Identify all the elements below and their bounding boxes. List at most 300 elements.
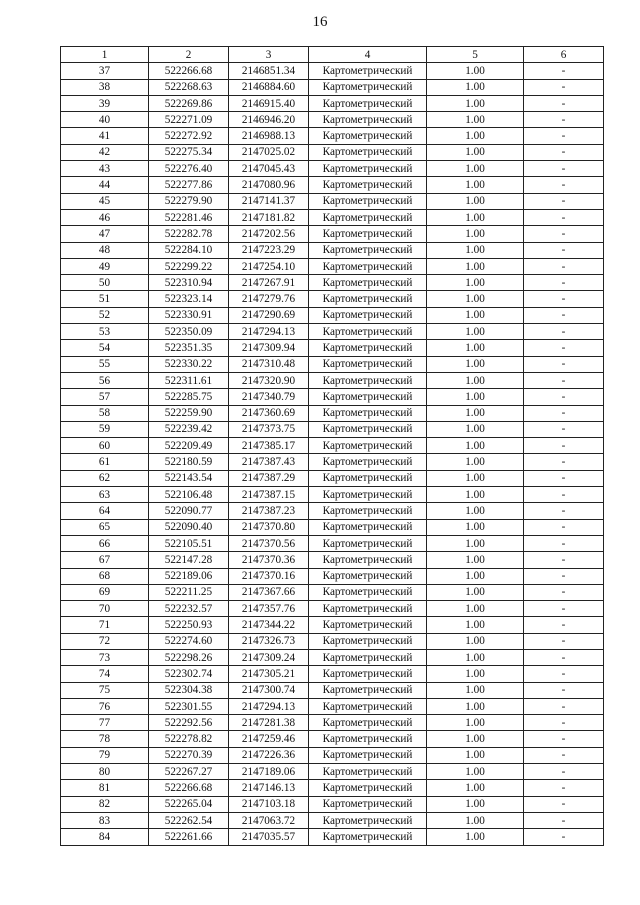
method-cell: Картометрический [309,95,427,111]
y-coordinate-cell: 2147025.02 [229,144,309,160]
y-coordinate-cell: 2147223.29 [229,242,309,258]
table-row [61,633,604,649]
point-number-cell: 55 [61,356,149,372]
point-number-cell: 63 [61,487,149,503]
x-coordinate-cell: 522189.06 [149,568,229,584]
accuracy-cell: 1.00 [427,258,524,274]
extra-cell: - [524,340,604,356]
method-cell: Картометрический [309,79,427,95]
accuracy-cell: 1.00 [427,552,524,568]
point-number-cell: 76 [61,698,149,714]
accuracy-cell: 1.00 [427,715,524,731]
x-coordinate-cell: 522301.55 [149,698,229,714]
table-row [61,487,604,503]
accuracy-cell: 1.00 [427,63,524,79]
accuracy-cell: 1.00 [427,307,524,323]
method-cell: Картометрический [309,372,427,388]
y-coordinate-cell: 2147063.72 [229,812,309,828]
y-coordinate-cell: 2147385.17 [229,438,309,454]
accuracy-cell: 1.00 [427,291,524,307]
method-cell: Картометрический [309,633,427,649]
method-cell: Картометрический [309,747,427,763]
method-cell: Картометрический [309,275,427,291]
y-coordinate-cell: 2147290.69 [229,307,309,323]
accuracy-cell: 1.00 [427,682,524,698]
extra-cell: - [524,780,604,796]
point-number-cell: 77 [61,715,149,731]
table-row [61,503,604,519]
x-coordinate-cell: 522271.09 [149,112,229,128]
y-coordinate-cell: 2147387.43 [229,454,309,470]
y-coordinate-cell: 2146988.13 [229,128,309,144]
y-coordinate-cell: 2147035.57 [229,829,309,845]
table-row [61,324,604,340]
method-cell: Картометрический [309,470,427,486]
x-coordinate-cell: 522330.91 [149,307,229,323]
method-cell: Картометрический [309,780,427,796]
y-coordinate-cell: 2147189.06 [229,764,309,780]
x-coordinate-cell: 522304.38 [149,682,229,698]
method-cell: Картометрический [309,731,427,747]
extra-cell: - [524,552,604,568]
x-coordinate-cell: 522239.42 [149,421,229,437]
point-number-cell: 52 [61,307,149,323]
extra-cell: - [524,633,604,649]
extra-cell: - [524,438,604,454]
method-cell: Картометрический [309,144,427,160]
point-number-cell: 84 [61,829,149,845]
accuracy-cell: 1.00 [427,731,524,747]
method-cell: Картометрический [309,764,427,780]
point-number-cell: 59 [61,421,149,437]
table-row [61,79,604,95]
x-coordinate-cell: 522180.59 [149,454,229,470]
extra-cell: - [524,324,604,340]
table-row [61,275,604,291]
extra-cell: - [524,405,604,421]
table-row [61,405,604,421]
extra-cell: - [524,698,604,714]
point-number-cell: 53 [61,324,149,340]
table-row [61,389,604,405]
x-coordinate-cell: 522298.26 [149,649,229,665]
method-cell: Картометрический [309,535,427,551]
point-number-cell: 44 [61,177,149,193]
table-row [61,764,604,780]
x-coordinate-cell: 522090.77 [149,503,229,519]
method-cell: Картометрический [309,829,427,845]
extra-cell: - [524,389,604,405]
table-row [61,128,604,144]
point-number-cell: 70 [61,601,149,617]
table-row [61,519,604,535]
method-cell: Картометрический [309,487,427,503]
x-coordinate-cell: 522147.28 [149,552,229,568]
method-cell: Картометрический [309,389,427,405]
x-coordinate-cell: 522276.40 [149,161,229,177]
header-cell-1: 1 [61,47,149,63]
y-coordinate-cell: 2147367.66 [229,584,309,600]
table-row [61,307,604,323]
extra-cell: - [524,242,604,258]
table-row [61,209,604,225]
method-cell: Картометрический [309,193,427,209]
table-row [61,63,604,79]
y-coordinate-cell: 2147309.24 [229,649,309,665]
accuracy-cell: 1.00 [427,79,524,95]
y-coordinate-cell: 2147279.76 [229,291,309,307]
method-cell: Картометрический [309,226,427,242]
accuracy-cell: 1.00 [427,568,524,584]
table-row [61,617,604,633]
table-row [61,421,604,437]
y-coordinate-cell: 2147141.37 [229,193,309,209]
y-coordinate-cell: 2146915.40 [229,95,309,111]
accuracy-cell: 1.00 [427,438,524,454]
method-cell: Картометрический [309,177,427,193]
point-number-cell: 51 [61,291,149,307]
extra-cell: - [524,95,604,111]
accuracy-cell: 1.00 [427,95,524,111]
table-row [61,552,604,568]
method-cell: Картометрический [309,682,427,698]
y-coordinate-cell: 2147310.48 [229,356,309,372]
extra-cell: - [524,112,604,128]
accuracy-cell: 1.00 [427,747,524,763]
x-coordinate-cell: 522269.86 [149,95,229,111]
method-cell: Картометрический [309,796,427,812]
point-number-cell: 57 [61,389,149,405]
x-coordinate-cell: 522310.94 [149,275,229,291]
table-row [61,193,604,209]
accuracy-cell: 1.00 [427,340,524,356]
header-cell-5: 5 [427,47,524,63]
extra-cell: - [524,715,604,731]
y-coordinate-cell: 2147370.56 [229,535,309,551]
extra-cell: - [524,812,604,828]
extra-cell: - [524,307,604,323]
x-coordinate-cell: 522250.93 [149,617,229,633]
x-coordinate-cell: 522330.22 [149,356,229,372]
point-number-cell: 43 [61,161,149,177]
point-number-cell: 71 [61,617,149,633]
y-coordinate-cell: 2147370.80 [229,519,309,535]
accuracy-cell: 1.00 [427,649,524,665]
method-cell: Картометрический [309,438,427,454]
extra-cell: - [524,275,604,291]
header-row [61,47,604,63]
table-row [61,226,604,242]
x-coordinate-cell: 522209.49 [149,438,229,454]
extra-cell: - [524,601,604,617]
point-number-cell: 75 [61,682,149,698]
method-cell: Картометрический [309,209,427,225]
method-cell: Картометрический [309,340,427,356]
extra-cell: - [524,617,604,633]
extra-cell: - [524,470,604,486]
extra-cell: - [524,747,604,763]
extra-cell: - [524,454,604,470]
table-row [61,340,604,356]
x-coordinate-cell: 522279.90 [149,193,229,209]
method-cell: Картометрический [309,161,427,177]
point-number-cell: 69 [61,584,149,600]
point-number-cell: 45 [61,193,149,209]
y-coordinate-cell: 2147267.91 [229,275,309,291]
x-coordinate-cell: 522265.04 [149,796,229,812]
x-coordinate-cell: 522299.22 [149,258,229,274]
accuracy-cell: 1.00 [427,144,524,160]
x-coordinate-cell: 522259.90 [149,405,229,421]
accuracy-cell: 1.00 [427,421,524,437]
x-coordinate-cell: 522277.86 [149,177,229,193]
point-number-cell: 78 [61,731,149,747]
x-coordinate-cell: 522278.82 [149,731,229,747]
y-coordinate-cell: 2147370.36 [229,552,309,568]
y-coordinate-cell: 2146946.20 [229,112,309,128]
y-coordinate-cell: 2147320.90 [229,372,309,388]
accuracy-cell: 1.00 [427,519,524,535]
method-cell: Картометрический [309,552,427,568]
table-row [61,470,604,486]
table-row [61,731,604,747]
point-number-cell: 48 [61,242,149,258]
extra-cell: - [524,731,604,747]
table-row [61,177,604,193]
table-body [61,63,604,845]
method-cell: Картометрический [309,63,427,79]
y-coordinate-cell: 2147370.16 [229,568,309,584]
accuracy-cell: 1.00 [427,161,524,177]
y-coordinate-cell: 2147305.21 [229,666,309,682]
table-row [61,161,604,177]
extra-cell: - [524,649,604,665]
method-cell: Картометрический [309,242,427,258]
accuracy-cell: 1.00 [427,764,524,780]
accuracy-cell: 1.00 [427,454,524,470]
method-cell: Картометрический [309,128,427,144]
y-coordinate-cell: 2146884.60 [229,79,309,95]
point-number-cell: 81 [61,780,149,796]
method-cell: Картометрический [309,356,427,372]
table-row [61,438,604,454]
method-cell: Картометрический [309,454,427,470]
accuracy-cell: 1.00 [427,275,524,291]
table-row [61,666,604,682]
table-row [61,682,604,698]
extra-cell: - [524,584,604,600]
x-coordinate-cell: 522285.75 [149,389,229,405]
method-cell: Картометрический [309,519,427,535]
point-number-cell: 68 [61,568,149,584]
y-coordinate-cell: 2147387.29 [229,470,309,486]
accuracy-cell: 1.00 [427,193,524,209]
x-coordinate-cell: 522350.09 [149,324,229,340]
table-row [61,649,604,665]
method-cell: Картометрический [309,307,427,323]
method-cell: Картометрический [309,601,427,617]
table-row [61,291,604,307]
method-cell: Картометрический [309,405,427,421]
point-number-cell: 38 [61,79,149,95]
accuracy-cell: 1.00 [427,177,524,193]
x-coordinate-cell: 522282.78 [149,226,229,242]
extra-cell: - [524,226,604,242]
accuracy-cell: 1.00 [427,780,524,796]
point-number-cell: 61 [61,454,149,470]
point-number-cell: 72 [61,633,149,649]
table-row [61,568,604,584]
accuracy-cell: 1.00 [427,617,524,633]
extra-cell: - [524,161,604,177]
y-coordinate-cell: 2147254.10 [229,258,309,274]
y-coordinate-cell: 2147259.46 [229,731,309,747]
table-row [61,584,604,600]
accuracy-cell: 1.00 [427,356,524,372]
y-coordinate-cell: 2147387.15 [229,487,309,503]
y-coordinate-cell: 2147373.75 [229,421,309,437]
point-number-cell: 60 [61,438,149,454]
point-number-cell: 67 [61,552,149,568]
coordinates-table-container [60,46,603,846]
extra-cell: - [524,258,604,274]
point-number-cell: 82 [61,796,149,812]
extra-cell: - [524,356,604,372]
extra-cell: - [524,829,604,845]
x-coordinate-cell: 522143.54 [149,470,229,486]
point-number-cell: 40 [61,112,149,128]
accuracy-cell: 1.00 [427,535,524,551]
table-row [61,780,604,796]
extra-cell: - [524,177,604,193]
accuracy-cell: 1.00 [427,242,524,258]
method-cell: Картометрический [309,324,427,340]
point-number-cell: 37 [61,63,149,79]
extra-cell: - [524,193,604,209]
table-header [61,47,604,63]
accuracy-cell: 1.00 [427,405,524,421]
header-cell-3: 3 [229,47,309,63]
method-cell: Картометрический [309,698,427,714]
y-coordinate-cell: 2147360.69 [229,405,309,421]
table-row [61,112,604,128]
point-number-cell: 58 [61,405,149,421]
y-coordinate-cell: 2147080.96 [229,177,309,193]
method-cell: Картометрический [309,617,427,633]
header-cell-2: 2 [149,47,229,63]
x-coordinate-cell: 522270.39 [149,747,229,763]
x-coordinate-cell: 522261.66 [149,829,229,845]
table-row [61,242,604,258]
y-coordinate-cell: 2147146.13 [229,780,309,796]
x-coordinate-cell: 522274.60 [149,633,229,649]
extra-cell: - [524,503,604,519]
extra-cell: - [524,372,604,388]
accuracy-cell: 1.00 [427,128,524,144]
accuracy-cell: 1.00 [427,829,524,845]
point-number-cell: 74 [61,666,149,682]
table-row [61,601,604,617]
extra-cell: - [524,535,604,551]
y-coordinate-cell: 2147294.13 [229,324,309,340]
table-row [61,812,604,828]
table-row [61,796,604,812]
x-coordinate-cell: 522211.25 [149,584,229,600]
y-coordinate-cell: 2147281.38 [229,715,309,731]
extra-cell: - [524,63,604,79]
x-coordinate-cell: 522266.68 [149,780,229,796]
y-coordinate-cell: 2147340.79 [229,389,309,405]
x-coordinate-cell: 522106.48 [149,487,229,503]
accuracy-cell: 1.00 [427,226,524,242]
extra-cell: - [524,291,604,307]
point-number-cell: 54 [61,340,149,356]
extra-cell: - [524,79,604,95]
y-coordinate-cell: 2147344.22 [229,617,309,633]
table-row [61,95,604,111]
point-number-cell: 39 [61,95,149,111]
x-coordinate-cell: 522292.56 [149,715,229,731]
point-number-cell: 62 [61,470,149,486]
method-cell: Картометрический [309,812,427,828]
x-coordinate-cell: 522272.92 [149,128,229,144]
point-number-cell: 56 [61,372,149,388]
x-coordinate-cell: 522090.40 [149,519,229,535]
extra-cell: - [524,144,604,160]
extra-cell: - [524,519,604,535]
table-row [61,747,604,763]
accuracy-cell: 1.00 [427,389,524,405]
y-coordinate-cell: 2147294.13 [229,698,309,714]
method-cell: Картометрический [309,666,427,682]
extra-cell: - [524,209,604,225]
point-number-cell: 83 [61,812,149,828]
x-coordinate-cell: 522105.51 [149,535,229,551]
table-row [61,144,604,160]
accuracy-cell: 1.00 [427,584,524,600]
accuracy-cell: 1.00 [427,601,524,617]
accuracy-cell: 1.00 [427,324,524,340]
y-coordinate-cell: 2147300.74 [229,682,309,698]
table-row [61,698,604,714]
extra-cell: - [524,764,604,780]
point-number-cell: 66 [61,535,149,551]
table-row [61,715,604,731]
extra-cell: - [524,682,604,698]
point-number-cell: 64 [61,503,149,519]
point-number-cell: 46 [61,209,149,225]
accuracy-cell: 1.00 [427,209,524,225]
table-row [61,258,604,274]
x-coordinate-cell: 522275.34 [149,144,229,160]
extra-cell: - [524,666,604,682]
y-coordinate-cell: 2147309.94 [229,340,309,356]
x-coordinate-cell: 522281.46 [149,209,229,225]
x-coordinate-cell: 522232.57 [149,601,229,617]
accuracy-cell: 1.00 [427,698,524,714]
x-coordinate-cell: 522284.10 [149,242,229,258]
x-coordinate-cell: 522323.14 [149,291,229,307]
y-coordinate-cell: 2147357.76 [229,601,309,617]
y-coordinate-cell: 2147326.73 [229,633,309,649]
accuracy-cell: 1.00 [427,666,524,682]
table-row [61,535,604,551]
point-number-cell: 65 [61,519,149,535]
x-coordinate-cell: 522351.35 [149,340,229,356]
accuracy-cell: 1.00 [427,470,524,486]
point-number-cell: 50 [61,275,149,291]
x-coordinate-cell: 522267.27 [149,764,229,780]
